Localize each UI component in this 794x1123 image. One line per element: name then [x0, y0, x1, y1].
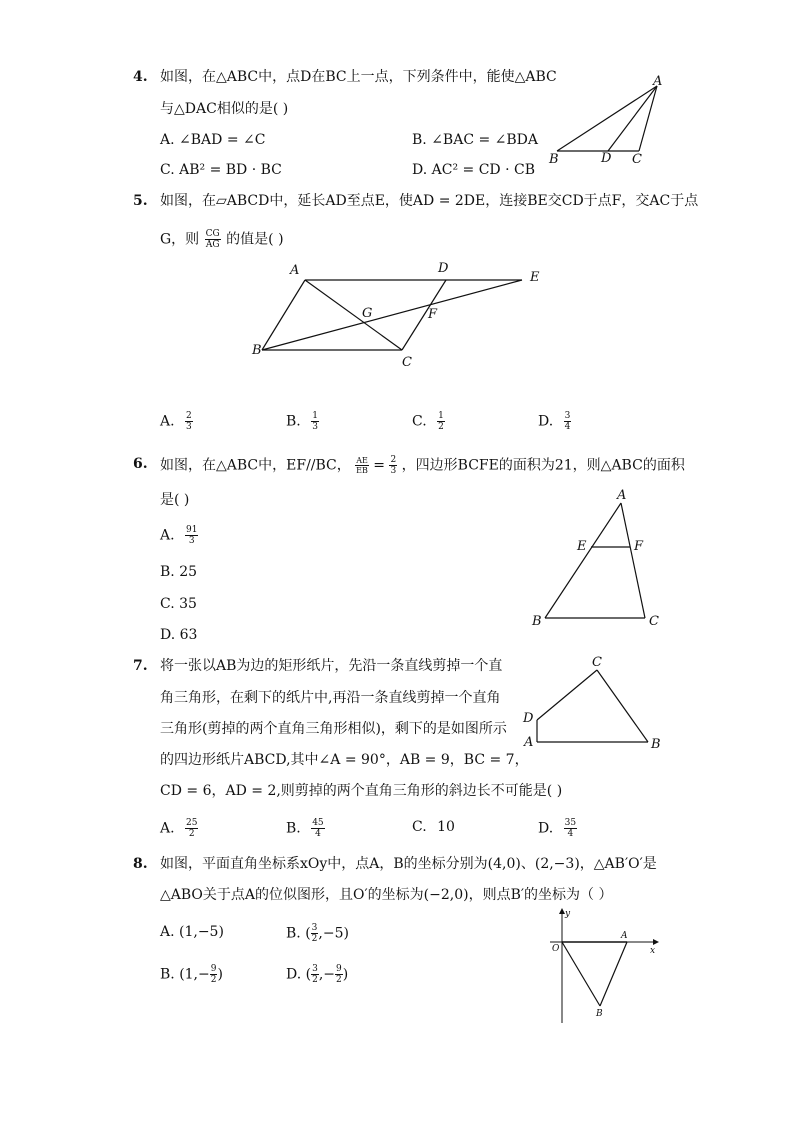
question-8-stem-line1: 如图，平面直角坐标系xOy中，点A，B的坐标分别为(4,0)、(2,−3)，△AB′O′是 — [160, 856, 657, 872]
q8-option-d-numerator1: 3 — [312, 964, 318, 974]
question-7-number: 7. — [133, 658, 148, 674]
q7-option-d-denominator: 4 — [567, 829, 574, 839]
q7-label-d: D — [523, 711, 534, 726]
q6-stem-pre: 如图，在△ABC中，EF//BC， — [160, 457, 351, 474]
q6-fraction1-denominator: EB — [356, 466, 368, 475]
q4-segment-ad — [608, 86, 657, 151]
question-8-option-b[interactable] — [286, 923, 349, 944]
q5-label-c: C — [402, 355, 412, 370]
q8-option-b-pre: B. ( — [286, 925, 311, 942]
q8-label-b: B — [596, 1009, 603, 1019]
q6-option-a-denominator: 3 — [188, 536, 195, 546]
q8-segment-ob — [562, 942, 600, 1006]
question-8-number: 8. — [133, 856, 148, 872]
question-7-stem-line2: 角三角形，在剩下的纸片中,再沿一条直线剪掉一个直角 — [160, 690, 501, 706]
q6-segment-ab — [545, 503, 621, 618]
q4-label-a: A — [653, 74, 663, 89]
q7-option-b-numerator: 45 — [312, 818, 324, 828]
question-7-option-c[interactable] — [412, 818, 455, 836]
question-5-figure — [250, 258, 550, 373]
q5-segment-be — [262, 280, 522, 350]
q4-label-c: C — [632, 152, 642, 167]
question-6-option-d[interactable]: D. 63 — [160, 627, 198, 643]
question-8-option-d[interactable] — [286, 964, 348, 985]
question-4-option-b[interactable]: B. ∠BAC = ∠BDA — [412, 132, 539, 148]
q7-option-a-denominator: 2 — [188, 829, 195, 839]
q8-option-d-denominator1: 2 — [312, 975, 318, 985]
q8-option-d-numerator2: 9 — [336, 964, 342, 974]
q6-label-e: E — [577, 539, 587, 554]
q5-option-a-numerator: 2 — [186, 411, 192, 421]
q5-label-g: G — [362, 306, 373, 321]
q6-equals: = — [373, 457, 386, 474]
question-4-number: 4. — [133, 69, 148, 85]
q5-label-f: F — [428, 307, 438, 322]
q4-label-b: B — [549, 152, 559, 167]
q5-option-c-fraction — [437, 411, 445, 432]
q7-option-b-fraction — [311, 818, 324, 839]
q6-option-a-letter: A. — [160, 527, 175, 544]
question-7-option-d[interactable] — [538, 818, 577, 839]
q5-option-c-letter: C. — [412, 413, 427, 430]
q5-option-b-denominator: 3 — [312, 422, 318, 432]
question-6-option-a[interactable] — [160, 525, 198, 546]
q5-segment-dc — [402, 280, 446, 350]
q5-option-b-letter: B. — [286, 413, 301, 430]
question-7-stem-line1: 将一张以AB为边的矩形纸片，先沿一条直线剪掉一个直 — [160, 658, 503, 674]
question-6-option-b[interactable]: B. 25 — [160, 564, 198, 580]
q8-option-b-denominator: 2 — [311, 934, 318, 944]
question-5-option-a[interactable] — [160, 411, 193, 432]
q8-option-d-pre: D. ( — [286, 966, 312, 983]
question-5-option-b[interactable] — [286, 411, 319, 432]
question-7-stem-line5: CD = 6，AD = 2,则剪掉的两个直角三角形的斜边长不可能是( ) — [160, 783, 563, 799]
q8-option-d-fraction1 — [311, 964, 319, 985]
question-7-option-b[interactable] — [286, 818, 325, 839]
q7-label-b: B — [651, 737, 661, 752]
q7-label-a: A — [524, 735, 534, 750]
question-5-option-d[interactable] — [538, 411, 571, 432]
q5-segment-ac — [305, 280, 402, 350]
q6-stem-post: ，四边形BCFE的面积为21，则△ABC的面积 — [401, 457, 685, 474]
q6-option-a-fraction — [185, 525, 198, 546]
q7-option-b-denominator: 4 — [315, 829, 321, 839]
q6-label-b: B — [532, 614, 542, 629]
q5-fraction-denominator: AG — [205, 240, 220, 250]
q7-option-d-numerator: 35 — [564, 818, 577, 828]
question-8-figure — [520, 905, 665, 1030]
q5-option-d-denominator: 4 — [564, 422, 571, 432]
question-5-option-c[interactable] — [412, 411, 445, 432]
q7-option-a-numerator: 25 — [186, 818, 198, 828]
question-4-option-d[interactable]: D. AC² = CD · CB — [412, 162, 535, 178]
question-6-option-c[interactable]: C. 35 — [160, 596, 197, 612]
q8-option-c-numerator: 9 — [210, 964, 217, 974]
question-4-option-a[interactable]: A. ∠BAD = ∠C — [160, 132, 266, 148]
q5-label-d: D — [438, 261, 449, 276]
q7-segment-cb — [597, 670, 648, 742]
q5-option-b-fraction — [311, 411, 319, 432]
q7-option-d-fraction — [564, 818, 577, 839]
q5-option-d-letter: D. — [538, 413, 554, 430]
q5-stem-post: 的值是( ) — [226, 231, 284, 248]
question-4-option-c[interactable]: C. AB² = BD · BC — [160, 162, 282, 178]
q6-label-c: C — [649, 614, 659, 629]
q7-label-c: C — [592, 655, 602, 670]
q8-option-d-denominator2: 2 — [336, 975, 342, 985]
question-7-figure — [515, 652, 665, 757]
question-7-stem-line4: 的四边形纸片ABCD,其中∠A = 90°，AB = 9，BC = 7， — [160, 752, 529, 768]
q5-option-a-denominator: 3 — [186, 422, 192, 432]
q6-fraction1-numerator: AE — [356, 456, 368, 465]
q8-label-a: A — [621, 931, 628, 941]
q6-label-f: F — [634, 539, 644, 554]
q8-option-c-denominator: 2 — [210, 975, 217, 985]
question-7-stem-line3: 三角形(剪掉的两个直角三角形相似)，剩下的是如图所示 — [160, 721, 507, 737]
question-6-number: 6. — [133, 456, 148, 472]
q7-option-c-letter: C. — [412, 819, 427, 835]
q5-option-a-fraction — [185, 411, 193, 432]
q8-segment-ab — [600, 942, 627, 1006]
q6-fraction-2-3 — [389, 455, 397, 476]
question-6-figure — [528, 486, 668, 631]
q6-fraction2-denominator: 3 — [390, 466, 397, 476]
q7-option-a-fraction — [185, 818, 198, 839]
question-7-option-a[interactable] — [160, 818, 198, 839]
question-6-stem-line1 — [160, 455, 685, 476]
question-8-option-a[interactable]: A. (1,−5) — [160, 924, 224, 940]
question-5-number: 5. — [133, 193, 148, 209]
q7-segment-dc — [537, 670, 597, 720]
q5-option-c-denominator: 2 — [438, 422, 444, 432]
q8-label-x: x — [650, 946, 656, 956]
q7-option-d-letter: D. — [538, 820, 554, 837]
q5-label-e: E — [530, 270, 540, 285]
q6-label-a: A — [617, 488, 627, 503]
q5-option-c-numerator: 1 — [438, 411, 444, 421]
q4-label-d: D — [601, 151, 612, 166]
q6-fraction2-numerator: 2 — [390, 455, 397, 465]
q5-option-a-letter: A. — [160, 413, 175, 430]
q6-fraction-ae-eb — [355, 456, 369, 475]
q6-option-a-numerator: 91 — [186, 525, 198, 535]
q7-option-a-letter: A. — [160, 820, 175, 837]
q8-option-d-fraction2 — [335, 964, 343, 985]
q8-option-b-numerator: 3 — [311, 923, 318, 933]
q5-fraction-cg-ag — [205, 229, 221, 250]
q5-option-d-fraction — [564, 411, 572, 432]
q5-fraction-numerator: CG — [205, 229, 220, 239]
q8-option-d-mid: ,− — [318, 966, 336, 983]
q8-option-d-post: ) — [342, 966, 349, 983]
q8-option-c-pre: B. (1,− — [160, 966, 210, 983]
q5-option-b-numerator: 1 — [312, 411, 318, 421]
q5-option-d-numerator: 3 — [564, 411, 571, 421]
q5-segment-ab — [262, 280, 305, 350]
question-5-stem-line2 — [160, 229, 284, 250]
q5-label-a: A — [290, 263, 300, 278]
question-4-stem-line1: 如图，在△ABC中，点D在BC上一点，下列条件中，能使△ABC — [160, 69, 557, 85]
q7-option-c-value: 10 — [437, 819, 455, 835]
q8-option-b-post: ,−5) — [318, 925, 349, 942]
question-8-option-c[interactable] — [160, 964, 223, 985]
q6-segment-ac — [621, 503, 645, 618]
q8-option-c-post: ) — [217, 966, 223, 983]
q8-label-o: O — [552, 944, 560, 954]
question-4-stem-line2: 与△DAC相似的是( ) — [160, 101, 289, 117]
q5-stem-pre: G，则 — [160, 231, 200, 248]
q5-label-b: B — [252, 343, 262, 358]
question-6-stem-line2: 是( ) — [160, 492, 190, 508]
q8-label-y: y — [565, 909, 571, 919]
question-5-stem-line1: 如图，在▱ABCD中，延长AD至点E，使AD = 2DE，连接BE交CD于点F，交AC于点 — [160, 193, 699, 209]
question-4-figure — [540, 70, 670, 170]
question-8-stem-line2: △ABO关于点A的位似图形，且O′的坐标为(−2,0)，则点B′的坐标为（ ） — [160, 887, 613, 903]
q7-option-b-letter: B. — [286, 820, 301, 837]
